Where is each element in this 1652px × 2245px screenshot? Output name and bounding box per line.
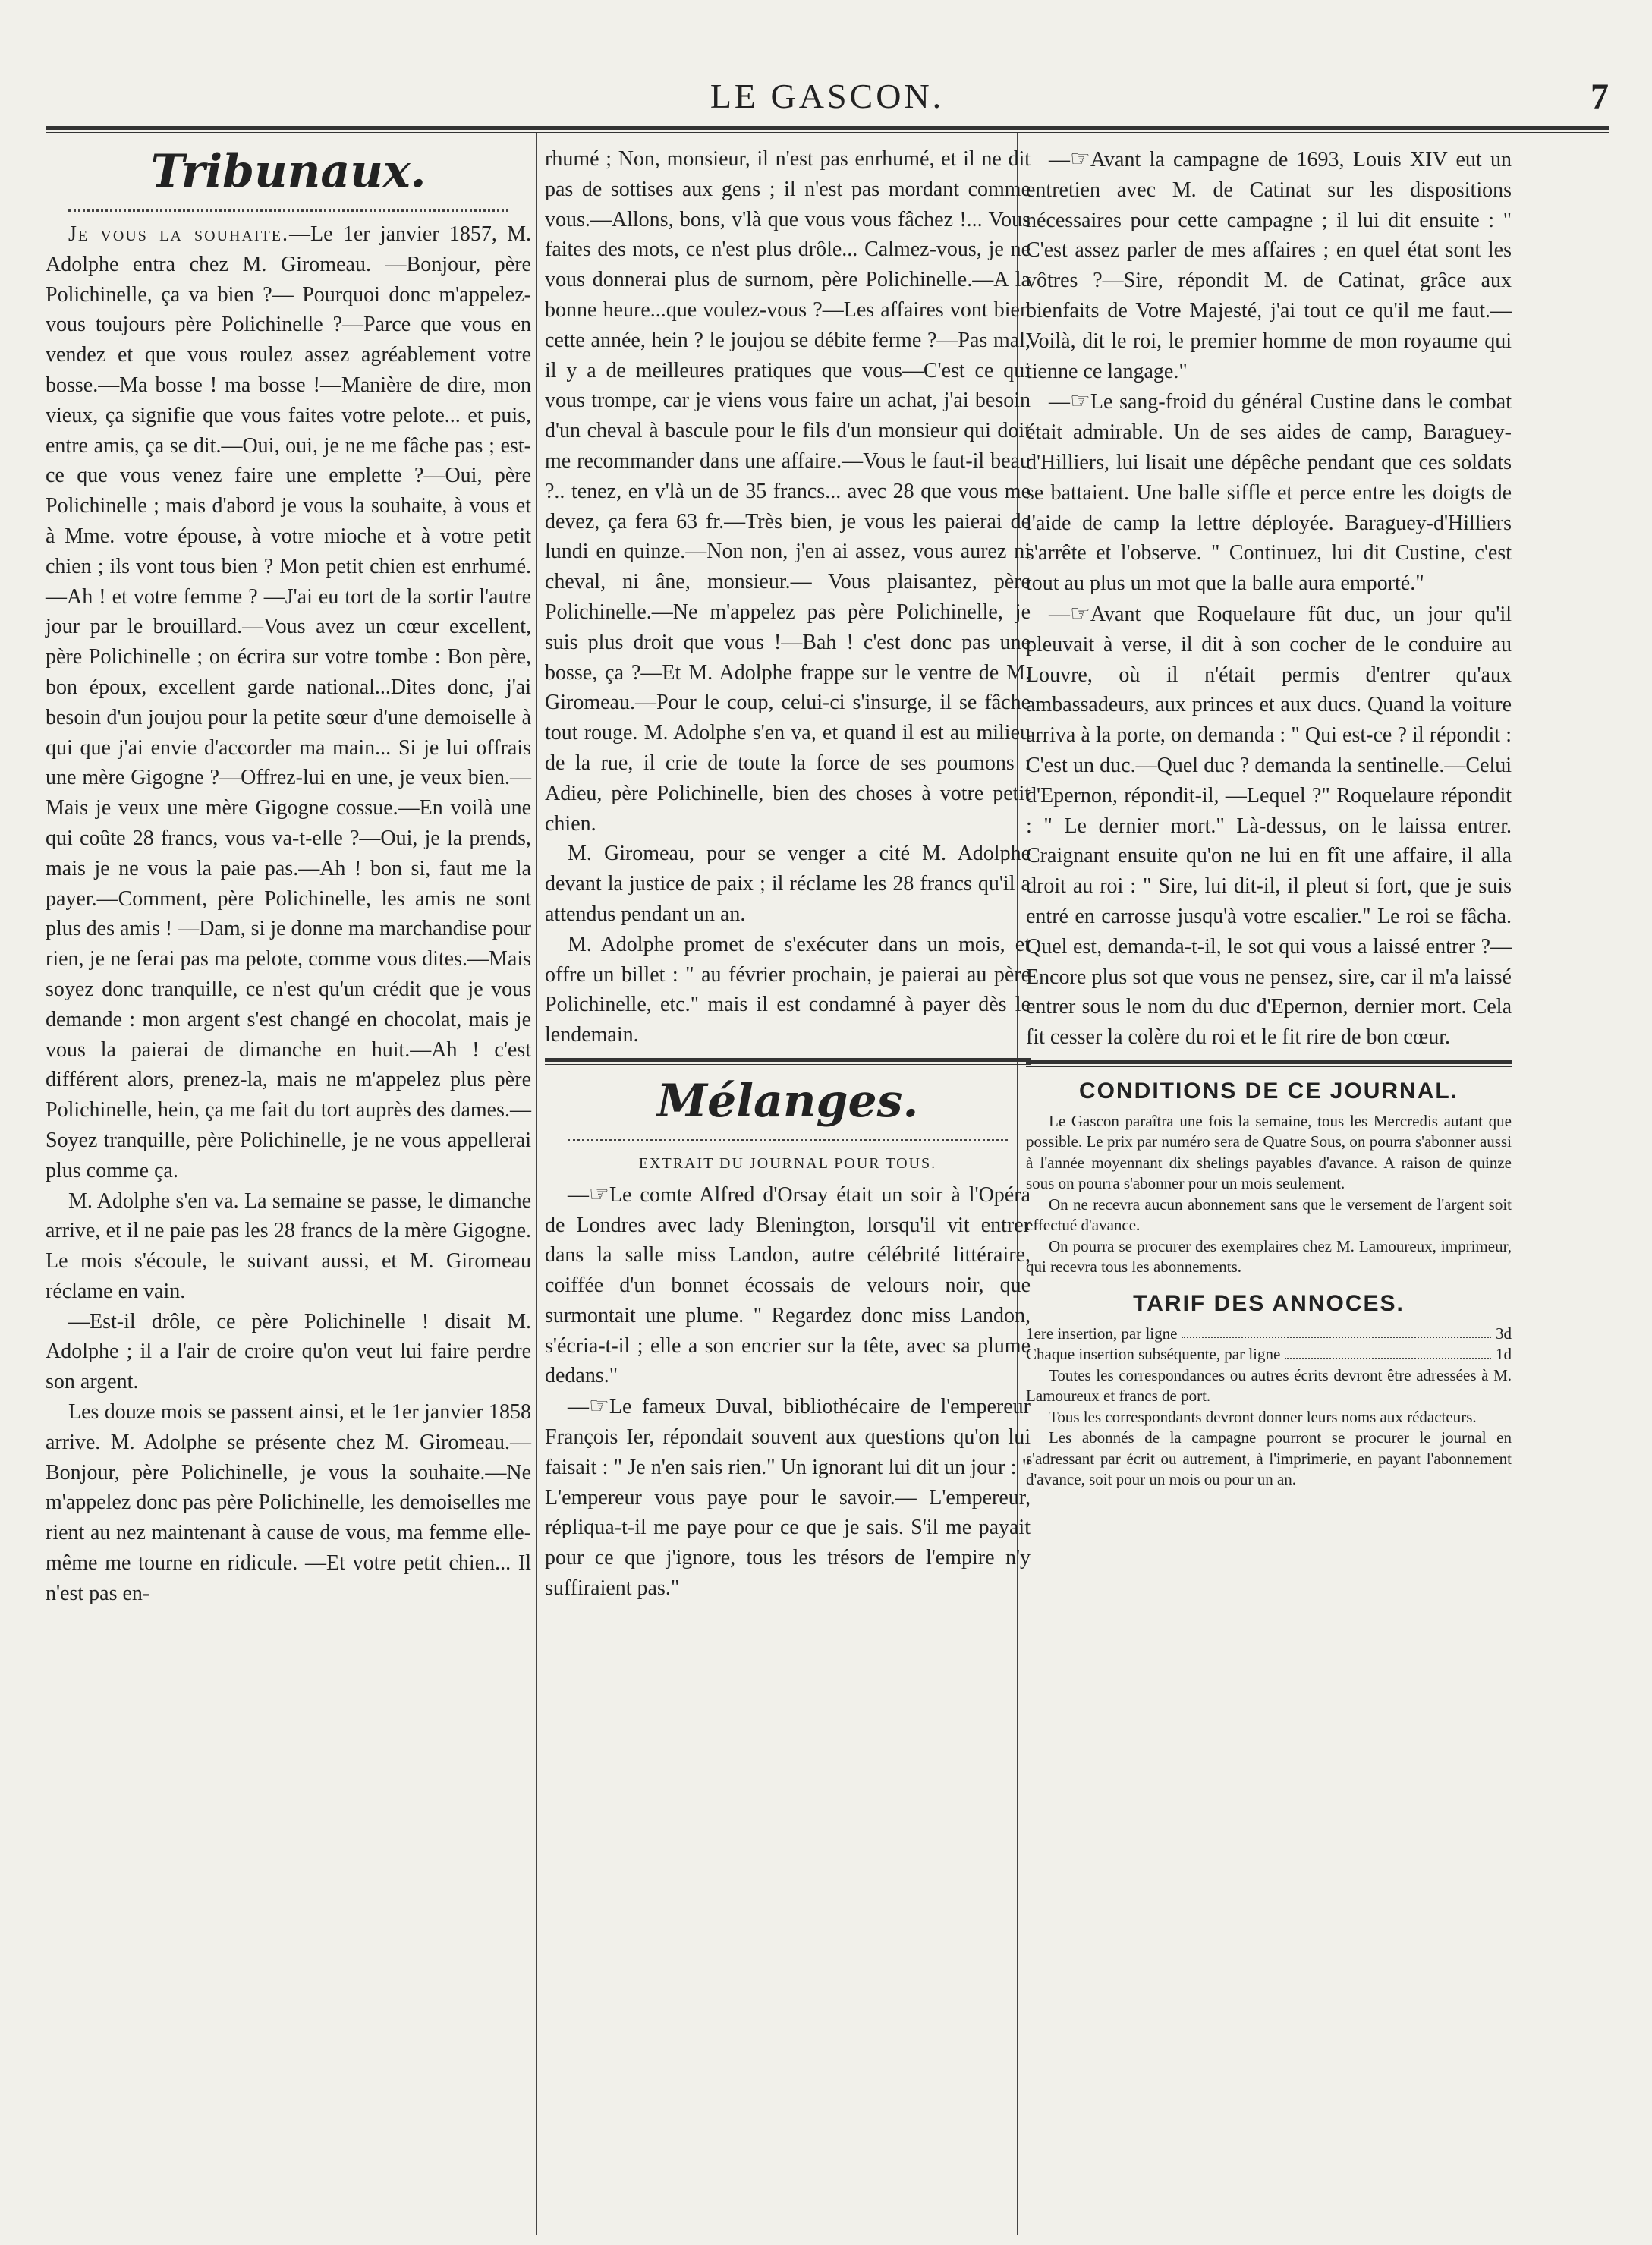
column-3 [1026,144,1512,1491]
condition-paragraph: Tous les correspondants devront donner leurs noms aux rédacteurs. [1049,1407,1477,1426]
pointing-hand-icon: ☞ [1070,389,1090,414]
condition-paragraph: Le Gascon paraîtra une fois la semaine, tous les Mercredis autant que possible. Le prix par numéro sera de Quatre Sous, on pourra s'abonner aussi à l'année moyennant dix shelings payables d'avance. A raison de quinze sous on pourra s'abonner pour un mois seulement. [1026,1111,1512,1193]
condition-paragraph: Toutes les correspondances ou autres écrits devront être adressées à M. Lamoureux et francs de port. [1026,1365,1512,1405]
tarif-title: TARIF DES ANNOCES. [1133,1290,1405,1316]
article-paragraph: M. Adolphe promet de s'exécuter dans un mois, et offre un billet : " au février prochain, je paierai au père Polichinelle, etc." mais il est condamné à payer dès le lendemain. [545,932,1031,1047]
section-rule [1026,1060,1512,1067]
leader-dots [1182,1324,1491,1339]
tarif-row [1026,1324,1512,1345]
article-paragraph: Je vous la souhaite.—Le 1er janvier 1857, M. Adolphe entra chez M. Giromeau. —Bonjour, père Polichinelle, ça va bien ?— Pourquoi donc m'appelez-vous toujours père Polichinelle ?—Parce que vous en vendez et que vous roulez assez agréablement votre bosse.—Ma bosse ! ma bosse !—Manière de dire, mon vieux, ça signifie que vous faites votre pelote... et puis, entre amis, ça se dit.—Oui, oui, je ne me fâche pas ; est-ce que vous venez faire une emplette ?—Oui, père Polichinelle ; mais d'abord je vous la souhaite, à vous et à Mme. votre épouse, à votre mioche et à votre petit chien ; ils vont tous bien ? Mon petit chien est enrhumé.—Ah ! et votre femme ? —J'ai eu tort de la sortir l'autre jour par le brouillard.—Vous avez un cœur excellent, père Polichinelle ; on écrira sur votre tombe : Bon père, bon époux, excellent garde national...Dites donc, j'ai besoin d'un joujou pour la petite sœur d'une demoiselle à qui que j'ai envie d'accorder ma main... Si je lui offrais une mère Gigogne ?—Offrez-lui en une, je veux bien.—Mais je veux une mère Gigogne cossue.—En voilà une qui coûte 28 francs, vous va-t-elle ?—Oui, je la prends, mais je ne vous la paie pas.—Ah ! bon si, faut me la payer.—Comment, père Polichinelle, les amis ne sont plus des amis ! —Dam, si je donne ma marchandise pour rien, je ne ferai pas ma pelote, comme vous dites.—Mais soyez donc tranquille, ce n'est qu'un crédit que je vous demande : mon argent s'est changé en chocolat, mais je vous la paierai de dimanche en huit.—Ah ! c'est différent alors, prenez-la, mais ne m'appelez plus père Polichinelle, hein, ça me fait du tort auprès des dames.—Soyez tranquille, père Polichinelle, je ne vous appellerai plus comme ça. [46,222,531,1182]
column-2 [545,144,1031,1604]
section-subhead: EXTRAIT DU JOURNAL POUR TOUS. [638,1154,937,1172]
pointing-hand-icon: ☞ [1070,146,1090,172]
page-number: 7 [1591,77,1609,117]
anecdote-paragraph: —☞Le sang-froid du général Custine dans le combat était admirable. Un de ses aides de camp, Baraguey-d'Hilliers, lui lisait une dépêche pendant que ces soldats se battaient. Une balle siffle et perce entre les doigts de l'aide de camp la lettre déployée. Baraguey-d'Hilliers s'arrête et l'observe. " Continuez, lui dit Custine, c'est tout au plus un mot que la balle aura emporté." [1026,389,1512,596]
pointing-hand-icon: ☞ [1070,600,1090,626]
article-paragraph: Les douze mois se passent ainsi, et le 1er janvier 1858 arrive. M. Adolphe se présente chez M. Giromeau.—Bonjour, père Polichinelle, je vous la souhaite.—Ne m'appelez donc pas père Polichinelle, les demoiselles me rient au nez maintenant à cause de vous, ma femme elle-même me tourne en ridicule. —Et votre petit chien... Il n'est pas en- [46,1400,531,1605]
column-1 [46,144,531,1609]
condition-paragraph: Les abonnés de la campagne pourront se procurer le journal en s'adressant par écrit ou autrement, à l'imprimerie, en payant l'abonnement d'avance, soit pour un mois ou pour un an. [1026,1428,1512,1488]
article-paragraph: —Est-il drôle, ce père Polichinelle ! disait M. Adolphe ; il a l'air de croire qu'on veut lui faire perdre son argent. [46,1309,531,1394]
article-paragraph: rhumé ; Non, monsieur, il n'est pas enrhumé, et il ne dit pas de sottises aux gens ; il n'est pas mordant comme vous.—Allons, bons, v'là que vous vous fâchez !... Vous faites des mots, ce n'est plus drôle... Calmez-vous, je ne vous donnerai plus de surnom, père Polichinelle.—A la bonne heure...que voulez-vous ?—Les affaires vont bien cette année, hein ? le joujou se débite ferme ?—Pas mal, il y a de meilleures pratiques que vous—C'est ce qui vous trompe, car je viens vous faire un achat, j'ai besoin d'un cheval à bascule pour le fils d'un monsieur qui doit me recommander dans une affaire.—Vous le faut-il beau ?.. tenez, en v'là un de 35 francs... avec 28 que vous me devez, ça fera 63 fr.—Très bien, je vous les paierai de lundi en quinze.—Non non, j'en ai assez, vous aurez ni cheval, ni âne, monsieur.— Vous plaisantez, père Polichinelle.—Ne m'appelez pas père Polichinelle, je suis plus droit que vous !—Bah ! c'est donc pas une bosse, ça ?—Et M. Adolphe frappe sur le ventre de M. Giromeau.—Pour le coup, celui-ci s'insurge, il se fâche tout rouge. M. Adolphe s'en va, et quand il est au milieu de la rue, il crie de toute la force de ses poumons : Adieu, père Polichinelle, bien des choses à votre petit chien. [545,147,1031,836]
pointing-hand-icon: ☞ [589,1181,609,1207]
ornament-rule [68,202,508,212]
section-heading-tribunaux: Tribunaux. [150,145,426,198]
tarif-label: 1ere insertion, par ligne [1026,1324,1178,1343]
section-rule [545,1058,1031,1065]
condition-paragraph: On ne recevra aucun abonnement sans que le versement de l'argent soit effectué d'avance. [1026,1195,1512,1235]
tarif-label: Chaque insertion subséquente, par ligne [1026,1345,1281,1363]
article-paragraph: M. Giromeau, pour se venger a cité M. Adolphe devant la justice de paix ; il réclame les 28 francs qu'il a attendus pendant un an. [545,842,1031,926]
leader-dots [1285,1344,1491,1359]
pointing-hand-icon: ☞ [589,1393,609,1419]
tarif-block [1026,1324,1512,1491]
conditions-block [1026,1111,1512,1278]
anecdote-paragraph: —☞Le comte Alfred d'Orsay était un soir à l'Opéra de Londres avec lady Blenington, lorsqu'il vit entrer dans la salle miss Landon, autre célébrité littéraire, coiffée d'un bonnet écossais de velours noir, que surmontait une plume. " Regardez donc miss Landon, s'écria-t-il ; elle a son encrier sur la tête, avec sa plume dedans." [545,1181,1031,1388]
column-divider [536,133,537,2235]
newspaper-title: LE GASCON. [710,77,945,115]
tarif-row [1026,1344,1512,1365]
anecdote-paragraph: —☞Avant la campagne de 1693, Louis XIV eut un entretien avec M. de Catinat sur les dispositions nécessaires pour cette campagne ; il lui dit ensuite : " C'est assez parler de mes affaires ; en quel état sont les vôtres ?—Sire, répondit M. de Catinat, grâce aux bienfaits de Votre Majesté, j'ai tout ce qu'il me faut.—Voilà, dit le roi, le premier homme de mon royaume qui tienne ce langage." [1026,146,1512,383]
article-lead: Je vous la souhaite. [68,222,290,246]
anecdote-paragraph: —☞Avant que Roquelaure fût duc, un jour qu'il pleuvait à verse, il dit à son cocher de le conduire au Louvre, où il n'était permis d'entrer qu'aux ambassadeurs, aux princes et aux ducs. Quand la voiture arriva à la porte, on demanda : " Qui est-ce ? il répondit : C'est un duc.—Quel duc ? demanda la sentinelle.—Celui d'Epernon, répondit-il, —Lequel ?" Roquelaure répondit : " Le dernier mort." Là-dessus, on le laissa entrer. Craignant ensuite qu'on ne lui en fît une affaire, il alla droit au roi : " Sire, lui dit-il, il pleut si fort, que je suis entré en carrosse jusqu'à votre escalier." Le roi se fâcha. Quel est, demanda-t-il, le sot qui vous a laissé entrer ?—Encore plus sot que vous ne pensez, sire, car il m'a laissé entrer sous le nom du duc d'Epernon, dernier mort. Cela fit cesser la colère du roi et le fit rire de bon cœur. [1026,600,1512,1050]
ornament-rule [568,1132,1008,1141]
tarif-price: 1d [1496,1345,1512,1363]
tarif-price: 3d [1496,1324,1512,1343]
condition-paragraph: On pourra se procurer des exemplaires chez M. Lamoureux, imprimeur, qui recevra tous les abonnements. [1026,1236,1512,1277]
masthead [46,76,1609,121]
top-rule [46,126,1609,133]
conditions-title: CONDITIONS DE CE JOURNAL. [1078,1078,1459,1104]
section-heading-melanges: Mélanges. [656,1074,919,1128]
anecdote-paragraph: —☞Le fameux Duval, bibliothécaire de l'empereur François Ier, répondait souvent aux questions qu'on lui faisait : " Je n'en sais rien." Un ignorant lui dit un jour : " L'empereur vous paye pour le savoir.— L'empereur, répliqua-t-il me paye pour ce que je sais. S'il me payait pour ce que j'ignore, tous les trésors de l'empire n'y suffiraient pas." [545,1393,1031,1601]
article-paragraph: M. Adolphe s'en va. La semaine se passe, le dimanche arrive, et il ne paie pas les 28 francs de la mère Gigogne. Le mois s'écoule, le suivant aussi, et M. Giromeau réclame en vain. [46,1189,531,1303]
